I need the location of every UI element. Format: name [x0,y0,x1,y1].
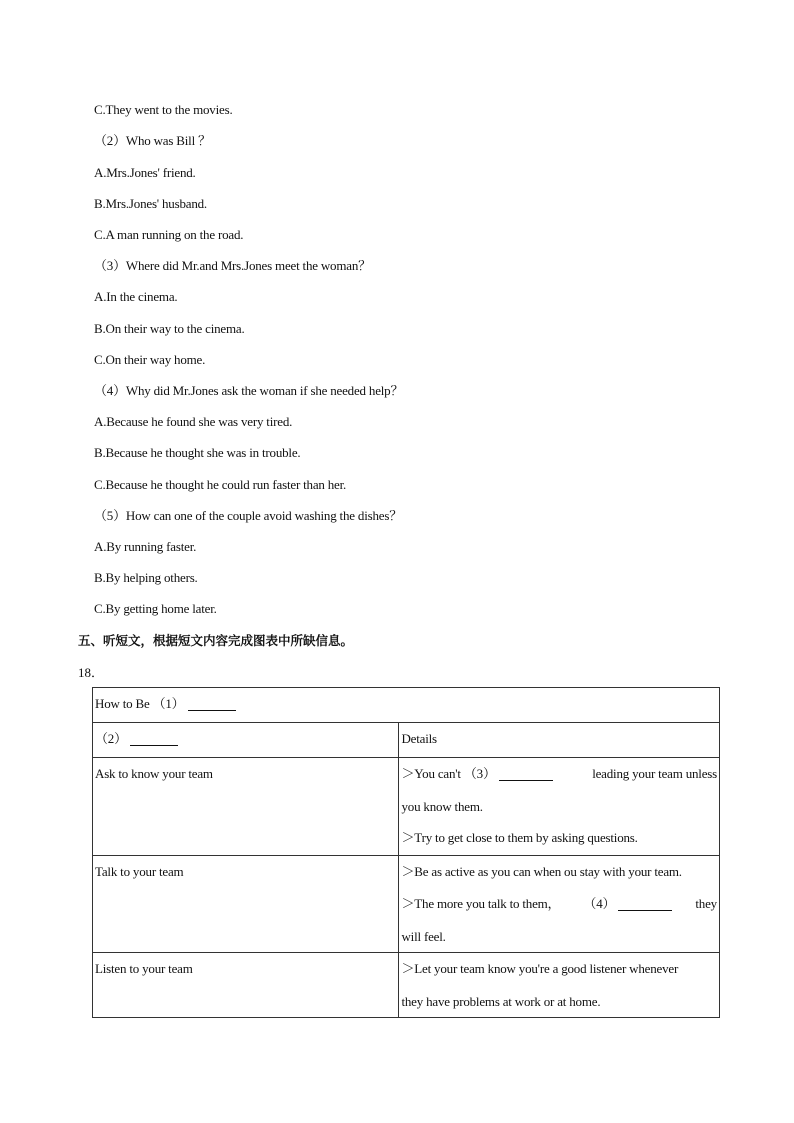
section-heading: 五、听短文，根据短文内容完成图表中所缺信息。 [78,633,354,648]
header-left-cell [93,723,399,758]
row2-detail-2c: they [695,896,717,911]
arrow-icon: ＞ [401,897,415,912]
q4-option-c: C.Because he thought he could run faster than her. [94,477,347,492]
row3-detail-1-text: Let your team know you're a good listener whenever [414,961,679,976]
row2-detail-1-text: Be as active as you can when ou stay with your team. [414,863,682,879]
table-row [93,855,720,953]
row3-detail-1-cont: they have problems at work or at home. [401,993,601,1009]
q4-option-a: A.Because he found she was very tired. [94,414,293,429]
q3-option-a: A.In the cinema. [94,289,178,304]
row1-detail-2-text: Try to get close to them by asking questions. [414,830,638,845]
table-row [93,758,720,856]
blank-2[interactable] [130,731,178,746]
arrow-icon: ＞ [401,864,415,880]
q5-option-a: A.By running faster. [94,539,197,554]
q5-option-b: B.By helping others. [94,570,198,585]
table-title: How to Be （1） [95,696,185,711]
row2-left-cell [93,855,399,953]
blank-3[interactable] [499,766,553,781]
arrow-icon: ＞ [401,831,415,846]
blank-4[interactable] [618,896,672,911]
q2-option-b: B.Mrs.Jones' husband. [94,196,207,211]
q5-stem: （5）How can one of the couple avoid washing the dishes？ [94,508,402,523]
q2-option-c: C.A man running on the road. [94,227,244,242]
arrow-icon: ＞ [401,767,415,782]
header-right-cell [399,723,720,758]
q2-option-a: A.Mrs.Jones' friend. [94,165,196,180]
header-left-label: （2） [95,731,127,746]
arrow-icon: ＞ [401,962,415,977]
row1-detail-1a: You can't （3） [414,766,496,781]
q4-stem: （4）Why did Mr.Jones ask the woman if she needed help？ [94,383,404,398]
row2-label: Talk to your team [95,863,184,879]
row1-detail-1 [401,758,717,791]
row1-left-cell [93,758,399,856]
row1-label: Ask to know your team [95,766,213,781]
q2-stem: （2）Who was Bill ？ [94,133,211,148]
row1-detail-1-cont: you know them. [401,798,483,814]
row2-detail-1 [401,856,717,889]
row2-detail-2 [401,888,717,921]
row3-detail-1 [401,953,717,986]
table-header-row [93,723,720,758]
header-details: Details [401,731,437,746]
row3-label: Listen to your team [95,961,193,976]
q3-stem: （3）Where did Mr.and Mrs.Jones meet the woman？ [94,258,371,273]
table-title-cell [93,688,720,723]
q3-option-b: B.On their way to the cinema. [94,321,245,336]
row2-detail-2-cont: will feel. [401,928,446,944]
q3-option-c: C.On their way home. [94,352,206,367]
q1-option-c: C.They went to the movies. [94,102,233,117]
info-table [92,687,720,1018]
table-row [93,953,720,1018]
table-title-row [93,688,720,723]
row1-detail-1b: leading your team unless [592,766,717,781]
row2-detail-2a: The more you talk to them， [414,896,561,911]
row1-detail-2 [401,822,717,855]
q5-option-c: C.By getting home later. [94,601,217,616]
q4-option-b: B.Because he thought she was in trouble. [94,445,301,460]
row2-detail-2b: （4） [583,896,616,911]
row2-details-cell [399,855,720,953]
question-number: 18． [78,665,105,680]
row3-left-cell [93,953,399,1018]
row1-details-cell [399,758,720,856]
row3-details-cell [399,953,720,1018]
blank-1[interactable] [188,696,236,711]
